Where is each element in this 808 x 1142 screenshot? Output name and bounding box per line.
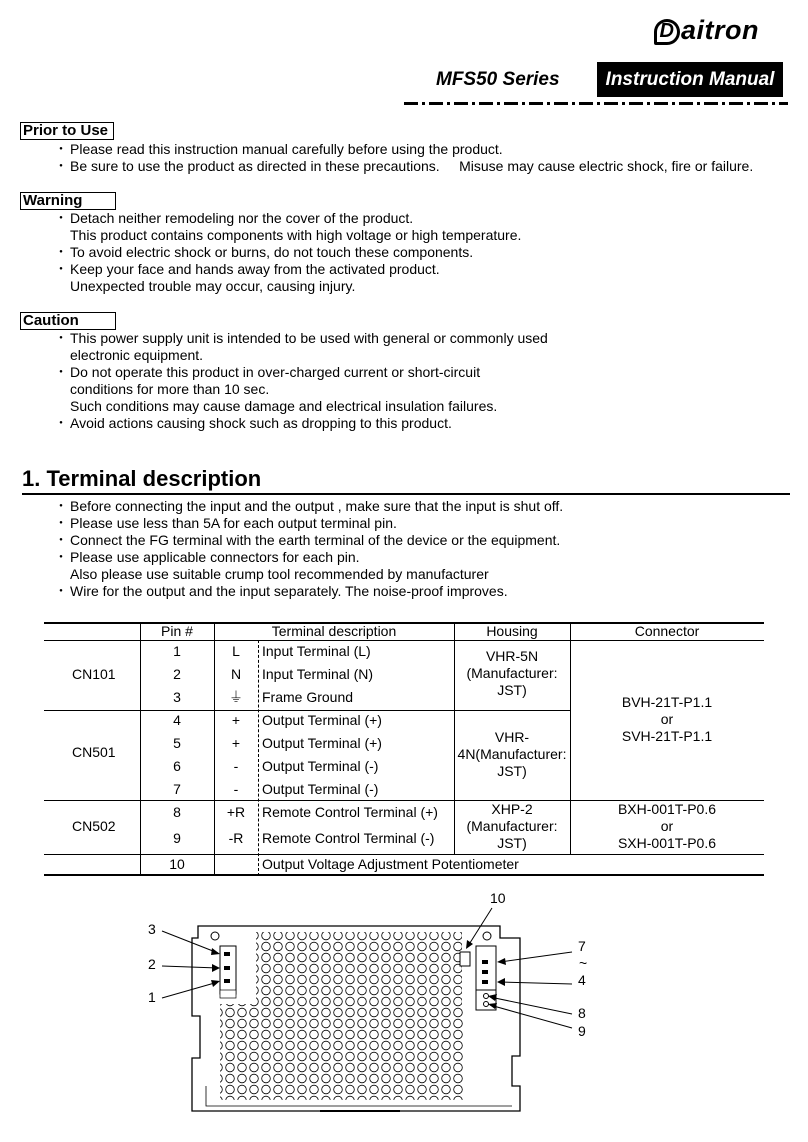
callout-label: 1 <box>148 989 156 1005</box>
col-header-housing: Housing <box>486 623 538 639</box>
table-row-symbol: -R <box>228 830 244 846</box>
table-row-symbol: L <box>232 643 240 659</box>
table-row-desc: Remote Control Terminal (-) <box>262 830 435 846</box>
table-row-symbol: - <box>233 781 239 797</box>
table-row-pin: 8 <box>173 804 181 820</box>
group-label: CN501 <box>72 744 116 760</box>
table-row-desc: Output Terminal (+) <box>262 735 382 751</box>
table-row-pin: 1 <box>173 643 181 659</box>
table-row-symbol: N <box>230 666 242 682</box>
callout-label: 9 <box>578 1023 586 1039</box>
logo-text: aitron <box>681 15 760 45</box>
table-row-symbol: +R <box>226 804 246 820</box>
list-item: ・ Please use less than 5A for each output terminal pin. <box>54 515 397 531</box>
heading-rule <box>22 493 790 495</box>
caution-heading: Caution <box>20 312 116 330</box>
callout-label: 8 <box>578 1005 586 1021</box>
table-row-desc: Output Terminal (+) <box>262 712 382 728</box>
doc-type-banner: Instruction Manual <box>597 62 783 97</box>
terminal-table <box>44 622 764 876</box>
list-item: ・ Wire for the output and the input separately. The noise-proof improves. <box>54 583 508 599</box>
table-row-pin: 2 <box>173 666 181 682</box>
list-item: ・ Do not operate this product in over-charged current or short-circuit conditions for more than 10 sec. Such conditions may cause damage and electrical insulation failures. <box>54 364 498 414</box>
list-item: ・ Please use applicable connectors for each pin. Also please use suitable crump tool recommended by manufacturer <box>54 549 489 582</box>
connector-cell: BVH-21T-P1.1 or SVH-21T-P1.1 <box>621 694 713 744</box>
list-item: ・ Please read this instruction manual carefully before using the product. <box>54 141 503 157</box>
list-item: ・ Be sure to use the product as directed in these precautions. Misuse may cause electric shock, fire or failure. <box>54 158 754 174</box>
table-row-desc: Output Terminal (-) <box>262 781 379 797</box>
callout-label: 2 <box>148 956 156 972</box>
group-label: CN502 <box>72 818 116 834</box>
list-item: ・ Keep your face and hands away from the activated product. Unexpected trouble may occur, causing injury. <box>54 261 440 294</box>
table-row-pin: 5 <box>173 735 181 751</box>
table-row-pin: 7 <box>173 781 181 797</box>
callout-label: 10 <box>490 890 506 906</box>
list-item: ・ Connect the FG terminal with the earth terminal of the device or the equipment. <box>54 532 561 548</box>
table-row-desc: Input Terminal (L) <box>262 643 371 659</box>
housing-cell: XHP-2 (Manufacturer: JST) <box>466 801 558 851</box>
caution-list <box>52 330 548 432</box>
warning-heading: Warning <box>20 192 116 210</box>
list-item: ・ Avoid actions causing shock such as dropping to this product. <box>54 415 452 431</box>
group-label: CN101 <box>72 666 116 682</box>
table-row-desc: Remote Control Terminal (+) <box>262 804 438 820</box>
prior-to-use-heading: Prior to Use <box>20 122 114 140</box>
list-item: ・ To avoid electric shock or burns, do not touch these components. <box>54 244 474 260</box>
table-row-pin: 6 <box>173 758 181 774</box>
col-header-connector: Connector <box>634 623 700 639</box>
housing-cell: VHR-5N (Manufacturer: JST) <box>466 648 558 698</box>
list-item: ・ Detach neither remodeling nor the cover of the product. This product contains components with high voltage or high temperature. <box>54 210 522 243</box>
table-row-pin: 3 <box>173 689 181 705</box>
callout-label: 3 <box>148 921 156 937</box>
daitron-logo <box>654 15 790 49</box>
series-name: MFS50 Series <box>436 69 560 90</box>
table-row-desc: Output Voltage Adjustment Potentiometer <box>262 856 519 872</box>
list-item: ・ Before connecting the input and the output , make sure that the input is shut off. <box>54 498 564 514</box>
connector-cell: BXH-001T-P0.6 or SXH-001T-P0.6 <box>617 801 717 851</box>
col-header-pin: Pin # <box>161 623 193 639</box>
table-row-symbol: + <box>231 735 241 751</box>
table-row-desc: Output Terminal (-) <box>262 758 379 774</box>
logo-mark: D <box>654 19 680 45</box>
callout-label: 4 <box>578 972 586 988</box>
table-row-pin: 10 <box>169 856 185 872</box>
list-item: ・ This power supply unit is intended to be used with general or commonly used electronic equipment. <box>54 330 548 363</box>
terminal-notes-list <box>52 498 563 600</box>
table-row-desc: Input Terminal (N) <box>262 666 374 682</box>
table-row-symbol: - <box>233 758 239 774</box>
table-row-symbol: + <box>231 712 241 728</box>
header-dash-rule <box>404 102 788 105</box>
table-row-desc: Frame Ground <box>262 689 354 705</box>
product-diagram <box>140 886 600 1116</box>
table-rule <box>44 640 764 641</box>
housing-cell: VHR- 4N(Manufacturer: JST) <box>457 729 567 779</box>
ground-symbol-icon: ⏚ <box>229 690 243 706</box>
callout-label: ~ <box>579 955 588 971</box>
terminal-heading: 1. Terminal description <box>22 466 262 491</box>
prior-to-use-list <box>52 141 753 175</box>
table-row-pin: 9 <box>173 830 181 846</box>
warning-list <box>52 210 521 295</box>
callout-label: 7 <box>578 938 586 954</box>
col-header-description: Terminal description <box>271 623 397 639</box>
table-row-pin: 4 <box>173 712 181 728</box>
